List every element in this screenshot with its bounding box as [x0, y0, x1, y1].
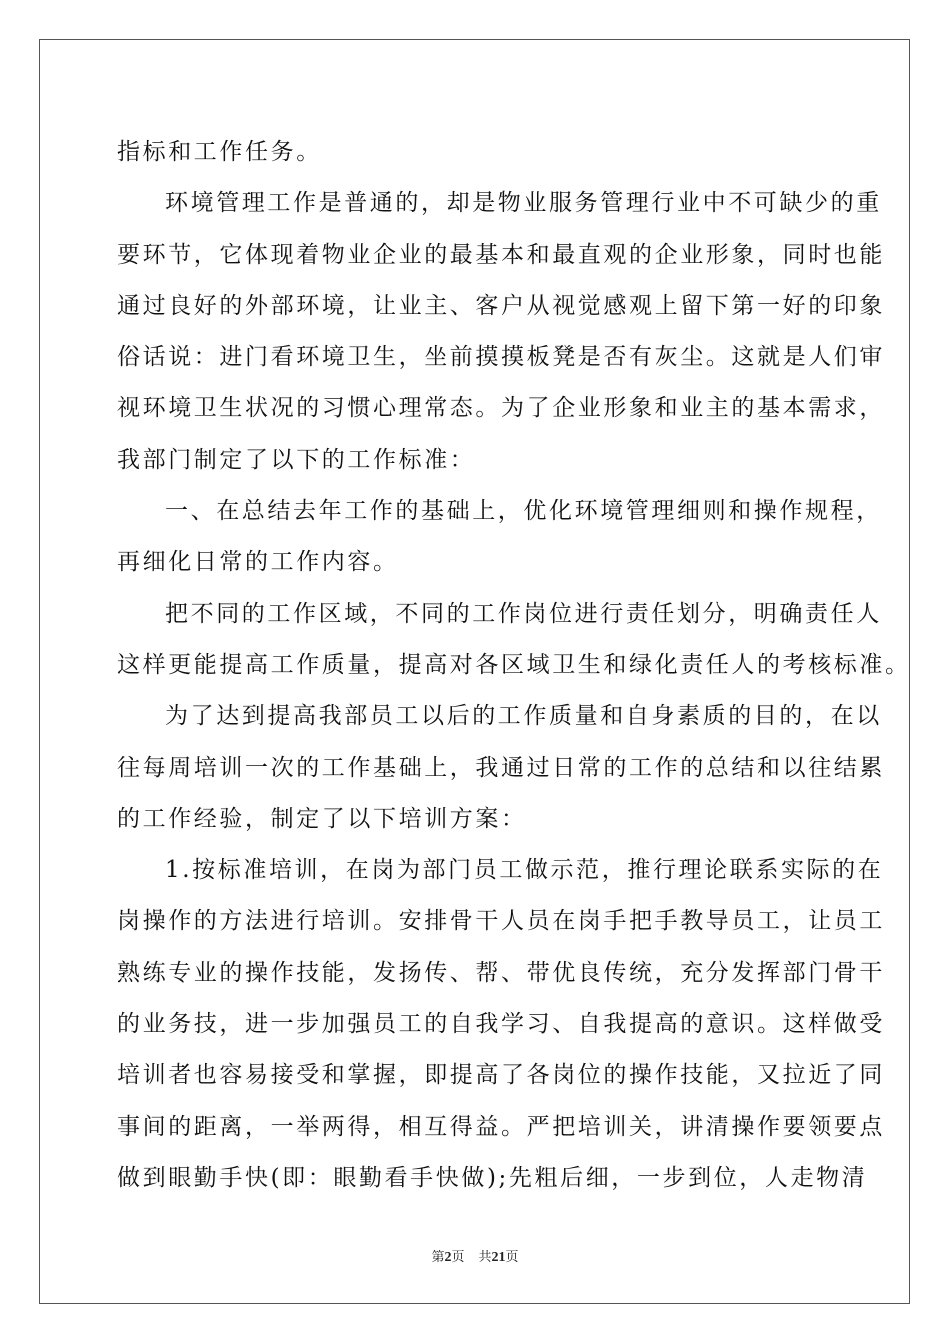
text-line: 往每周培训一次的工作基础上，我通过日常的工作的总结和以往结累 [117, 754, 885, 781]
page-number: 2 [444, 1250, 452, 1265]
text-line: 的工作经验，制定了以下培训方案： [117, 805, 527, 832]
text-line: 环境管理工作是普通的，却是物业服务管理行业中不可缺少的重 [165, 190, 882, 217]
page-footer [0, 1246, 950, 1266]
total-prefix: 共 [478, 1250, 492, 1265]
total-pages: 21 [491, 1250, 506, 1265]
text-line: 指标和工作任务。 [117, 139, 322, 165]
text-line: 这样更能提高工作质量，提高对各区域卫生和绿化责任人的考核标准。 [117, 651, 911, 678]
document-body [117, 127, 911, 1204]
text-line: 的业务技，进一步加强员工的自我学习、自我提高的意识。这样做受 [117, 1011, 885, 1038]
text-line: 熟练专业的操作技能，发扬传、帮、带优良传统，充分发挥部门骨干 [117, 959, 885, 986]
text-line: 培训者也容易接受和掌握，即提高了各岗位的操作技能，又拉近了同 [117, 1062, 885, 1089]
text-line: 为了达到提高我部员工以后的工作质量和自身素质的目的，在以 [165, 703, 882, 730]
text-line: 一、在总结去年工作的基础上，优化环境管理细则和操作规程， [165, 498, 882, 525]
text-line: 把不同的工作区域，不同的工作岗位进行责任划分，明确责任人 [165, 600, 882, 627]
text-line: 俗话说：进门看环境卫生，坐前摸摸板凳是否有灰尘。这就是人们审 [117, 344, 885, 371]
text-line: 事间的距离，一举两得，相互得益。严把培训关，讲清操作要领要点 [117, 1113, 885, 1140]
page-suffix: 页 [451, 1250, 465, 1265]
page-prefix: 第 [431, 1250, 445, 1265]
text-line: 要环节，它体现着物业企业的最基本和最直观的企业形象，同时也能 [117, 241, 885, 268]
text-line: 通过良好的外部环境，让业主、客户从视觉感观上留下第一好的印象 [117, 292, 885, 319]
text-line: 再细化日常的工作内容。 [117, 549, 399, 576]
text-line: 视环境卫生状况的习惯心理常态。为了企业形象和业主的基本需求， [117, 395, 885, 422]
text-line: 我部门制定了以下的工作标准： [117, 446, 476, 473]
text-line: 做到眼勤手快(即：眼勤看手快做);先粗后细，一步到位，人走物清 [117, 1164, 868, 1191]
text-line: 岗操作的方法进行培训。安排骨干人员在岗手把手教导员工，让员工 [117, 908, 885, 935]
text-line: 1.按标准培训，在岗为部门员工做示范，推行理论联系实际的在 [165, 857, 884, 884]
total-suffix: 页 [505, 1250, 519, 1265]
